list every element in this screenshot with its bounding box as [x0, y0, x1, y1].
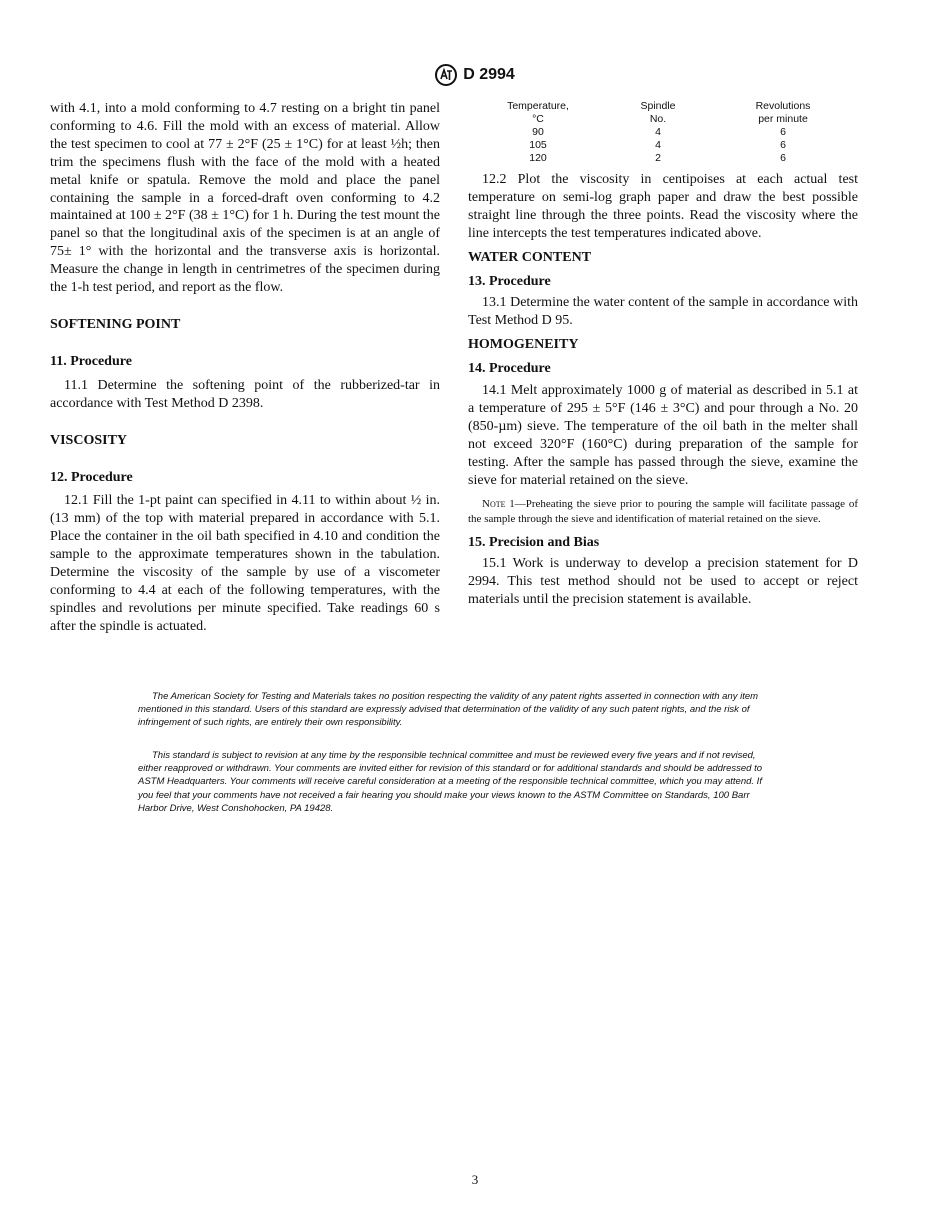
- procedure-11-heading: 11. Procedure: [50, 353, 132, 369]
- table-header-row: [468, 100, 858, 113]
- table-header-row: [468, 113, 858, 126]
- viscosity-table: [468, 100, 858, 165]
- paragraph-14-1: 14.1 Melt approximately 1000 g of material as described in 5.1 at a temperature of 295 ± 5°F (146 ± 3°C) and pour through a No. 20 (850-µm) sieve. The temperature of the oil bath in the melter shall not exceed 320°F (160°C) during preparation of the sample for testing. After the sample has passed through the sieve, examine the sieve for material retained on the sieve.: [468, 383, 858, 488]
- table-cell: 6: [780, 126, 786, 138]
- paragraph-12-2: 12.2 Plot the viscosity in centipoises at each actual test temperature on semi-log graph paper and draw the best possible straight line through the three points. Read the viscosity where the line intercepts the test temperatures indicated above.: [468, 172, 858, 241]
- footer-paragraph: This standard is subject to revision at any time by the responsible technical committee and must be reviewed every five years and if not revised, either reapproved or withdrawn. Your comments are invited either for revision of this standard or for additional standards and should be addressed to ASTM Headquarters. Your comments will receive careful consideration at a meeting of the responsible technical committee, which you may attend. If you feel that your comments have not received a fair hearing you should make your views known to the ASTM Committee on Standards, 100 Barr Harbor Drive, West Conshohocken, PA 19428.: [138, 750, 763, 814]
- section-title-homogeneity: HOMOGENEITY: [468, 337, 579, 353]
- table-cell: 6: [780, 139, 786, 151]
- table-cell: 2: [655, 152, 661, 164]
- flow-paragraph: with 4.1, into a mold conforming to 4.7 resting on a bright tin panel conforming to 4.6. Fill the mold with an excess of material. Allow the test specimen to cool at 77 ± 2°F (25 ± 1°C) for at least ½h; then trim the specimens flush with the face of the mold with a heated metal knife or spatula. Remove the mold and place the panel containing the sample in a forced-draft oven conforming to 4.2 maintained at 100 ± 2°F (38 ± 1°C) for 1 h. During the test mount the panel so that the longitudinal axis of the specimen is at an angle of 75± 1° with the horizontal and the transverse axis is horizontal. Measure the change in length in centrimetres of the specimen during the 1-h test period, and report as the flow.: [50, 101, 440, 296]
- footer-paragraph: The American Society for Testing and Materials takes no position respecting the validity of any patent rights asserted in connection with any item mentioned in this standard. Users of this standard are expressly advised that determination of the validity of any such patent rights, and the risk of infringement of such rights, are entirely their own responsibility.: [138, 691, 759, 729]
- table-header-cell: No.: [649, 113, 667, 125]
- note-label: Note: [482, 497, 506, 510]
- document-number: D 2994: [463, 66, 515, 83]
- section-title-viscosity: VISCOSITY: [50, 432, 128, 448]
- table-cell: 105: [529, 139, 547, 151]
- table-row: [468, 126, 858, 139]
- page-number: 3: [471, 1172, 479, 1187]
- note-text: 1—Preheating the sieve prior to pouring the sample will facilitate passage of the sample through the sieve and identification of material retained on the sieve.: [468, 497, 858, 525]
- table-header-cell: Revolutions: [755, 100, 811, 112]
- table-header-cell: °C: [532, 113, 544, 125]
- table-cell: 4: [655, 126, 661, 138]
- footer-patent-notice: [138, 690, 772, 730]
- table-header-cell: Temperature,: [507, 100, 569, 112]
- table-cell: 6: [780, 152, 786, 164]
- section-title-water-content: WATER CONTENT: [468, 249, 592, 265]
- astm-logo-icon: [435, 64, 457, 86]
- paragraph-12-1: 12.1 Fill the 1-pt paint can specified in 4.11 to within about ½ in. (13 mm) of the top with material prepared in accordance with 5.1. Place the container in the oil bath specified in 4.10 and condition the sample to the approximate temperatures shown in the tabulation. Determine the viscosity of the sample by use of a viscometer conforming to 4.4 at each of the following temperatures, with the spindles and revolutions per minute specified. Take readings 60 s after the spindle is actuated.: [50, 493, 440, 634]
- left-column: [50, 100, 440, 636]
- procedure-12-heading: 12. Procedure: [50, 469, 133, 485]
- paragraph-13-1: 13.1 Determine the water content of the sample in accordance with Test Method D 95.: [468, 295, 858, 329]
- footer-revision-notice: [138, 749, 772, 815]
- table-header-cell: Spindle: [640, 100, 676, 112]
- table-cell: 4: [655, 139, 661, 151]
- paragraph-15-1: 15.1 Work is underway to develop a precision statement for D 2994. This test method should not be used to accept or reject materials until the precision statement is available.: [468, 556, 858, 608]
- table-row: [468, 139, 858, 152]
- table-row: [468, 152, 858, 165]
- table-cell: 90: [532, 126, 544, 138]
- note-1: [468, 497, 858, 528]
- page-header: [0, 64, 950, 86]
- table-cell: 120: [529, 152, 547, 164]
- right-column: [468, 100, 858, 609]
- procedure-14-heading: 14. Procedure: [468, 361, 551, 377]
- procedure-15-heading: 15. Precision and Bias: [468, 534, 600, 550]
- paragraph-11-1: 11.1 Determine the softening point of the rubberized-tar in accordance with Test Method D 2398.: [50, 377, 440, 411]
- procedure-13-heading: 13. Procedure: [468, 273, 551, 289]
- table-header-cell: per minute: [758, 113, 808, 125]
- section-title-softening-point: SOFTENING POINT: [50, 316, 181, 332]
